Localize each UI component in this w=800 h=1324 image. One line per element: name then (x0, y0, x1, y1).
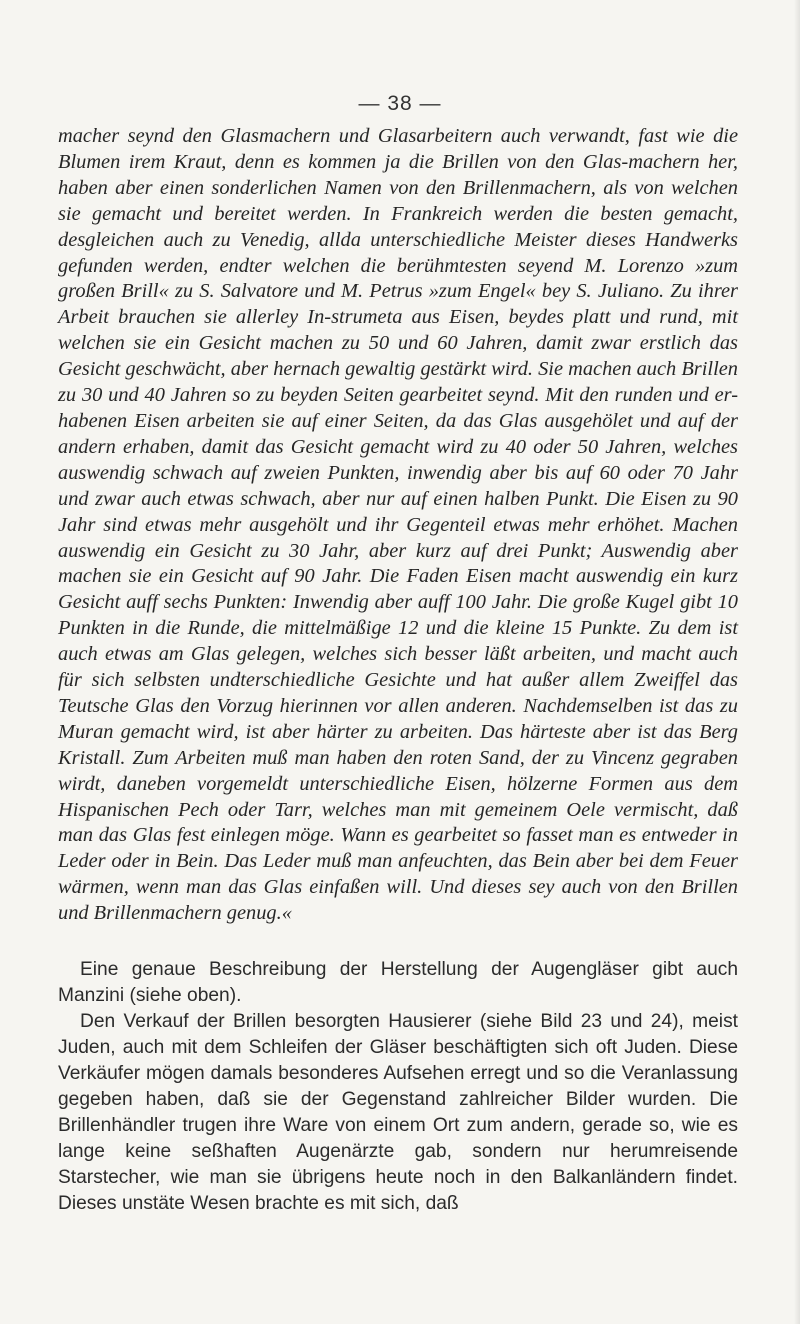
body-paragraph-2: Den Verkauf der Brillen besorgten Hausierer (siehe Bild 23 und 24), meist Juden, auch mit dem Schleifen der Gläser beschäftigten sich oft Juden. Diese Verkäufer mögen damals besonderes Aufsehen erregt und so die Veranlassung gegeben haben, daß sie der Gegenstand zahlreicher Bilder wurden. Die Brillenhändler trugen ihre Ware von einem Ort zum andern, gerade so, wie es lange keine seßhaften Augenärzte gab, sondern nur herumreisende Starstecher, wie man sie übrigens heute noch in den Balkanländern findet. Dieses unstäte Wesen brachte es mit sich, daß (58, 1011, 738, 1214)
body-text-block (58, 957, 738, 1217)
body-paragraph-1: Eine genaue Beschreibung der Herstellung der Augengläser gibt auch Manzini (siehe oben). (58, 959, 738, 1006)
quoted-text-block (58, 124, 738, 927)
quoted-paragraph: macher seynd den Glasmachern und Glasarbeitern auch verwandt, fast wie die Blumen irem Kraut, denn es kommen ja die Brillen von den Glas-machern her, haben aber einen sonderlichen Namen von den Brillenmachern, als von welchen sie gemacht und bereitet werden. In Frankreich werden die besten gemacht, desgleichen auch zu Venedig, allda unterschiedliche Meister dieses Handwerks gefunden werden, endter welchen die berühmtesten seyend M. Lorenzo »zum großen Brill« zu S. Salvatore und M. Petrus »zum Engel« bey S. Juliano. Zu ihrer Arbeit brauchen sie allerley In-strumeta aus Eisen, beydes platt und rund, mit welchen sie ein Gesicht machen zu 50 und 60 Jahren, damit zwar erstlich das Gesicht geschwächt, aber hernach gewaltig gestärkt wird. Sie machen auch Brillen zu 30 und 40 Jahren so zu beyden Seiten gearbeitet seynd. Mit den runden und er-habenen Eisen arbeiten sie auf einer Seiten, da das Glas ausgehölet und auf der andern erhaben, damit das Gesicht gemacht wird zu 40 oder 50 Jahren, welches auswendig schwach auf zweien Punkten, inwendig aber bis auf 60 oder 70 Jahr und zwar auch etwas schwach, aber nur auf einen halben Punkt. Die Eisen zu 90 Jahr sind etwas mehr ausgehölt und ihr Gegenteil etwas mehr erhöhet. Machen auswendig ein Gesicht zu 30 Jahr, aber kurz auf drei Punkt; Auswendig aber machen sie ein Gesicht auf 90 Jahr. Die Faden Eisen macht auswendig ein kurz Gesicht auff sechs Punkten: Inwendig aber auff 100 Jahr. Die große Kugel gibt 10 Punkten in die Runde, die mittelmäßige 12 und die kleine 15 Punkte. Zu dem ist auch etwas am Glas gelegen, welches sich besser läßt arbeiten, und macht auch für sich selbsten undterschiedliche Gesichte und hat außer allem Zweiffel das Teutsche Glas den Vorzug hierinnen vor allen anderen. Nachdemselben ist das zu Muran gemacht wird, ist aber härter zu arbeiten. Das härteste aber ist das Berg Kristall. Zum Arbeiten muß man haben den roten Sand, der zu Vincenz gegraben wirdt, daneben vorgemeldt unterschiedliche Eisen, hölzerne Formen aus dem Hispanischen Pech oder Tarr, welches man mit gemeinem Oele vermischt, daß man das Glas fest einlegen möge. Wann es gearbeitet so fasset man es entweder in Leder oder in Bein. Das Leder muß man anfeuchten, das Bein aber bei dem Feuer wärmen, wenn man das Glas einfaßen will. Und dieses sey auch von den Brillen und Brillenmachern genug.« (58, 125, 738, 925)
page-edge-shadow (794, 0, 800, 1324)
page-number: — 38 — (358, 92, 442, 115)
